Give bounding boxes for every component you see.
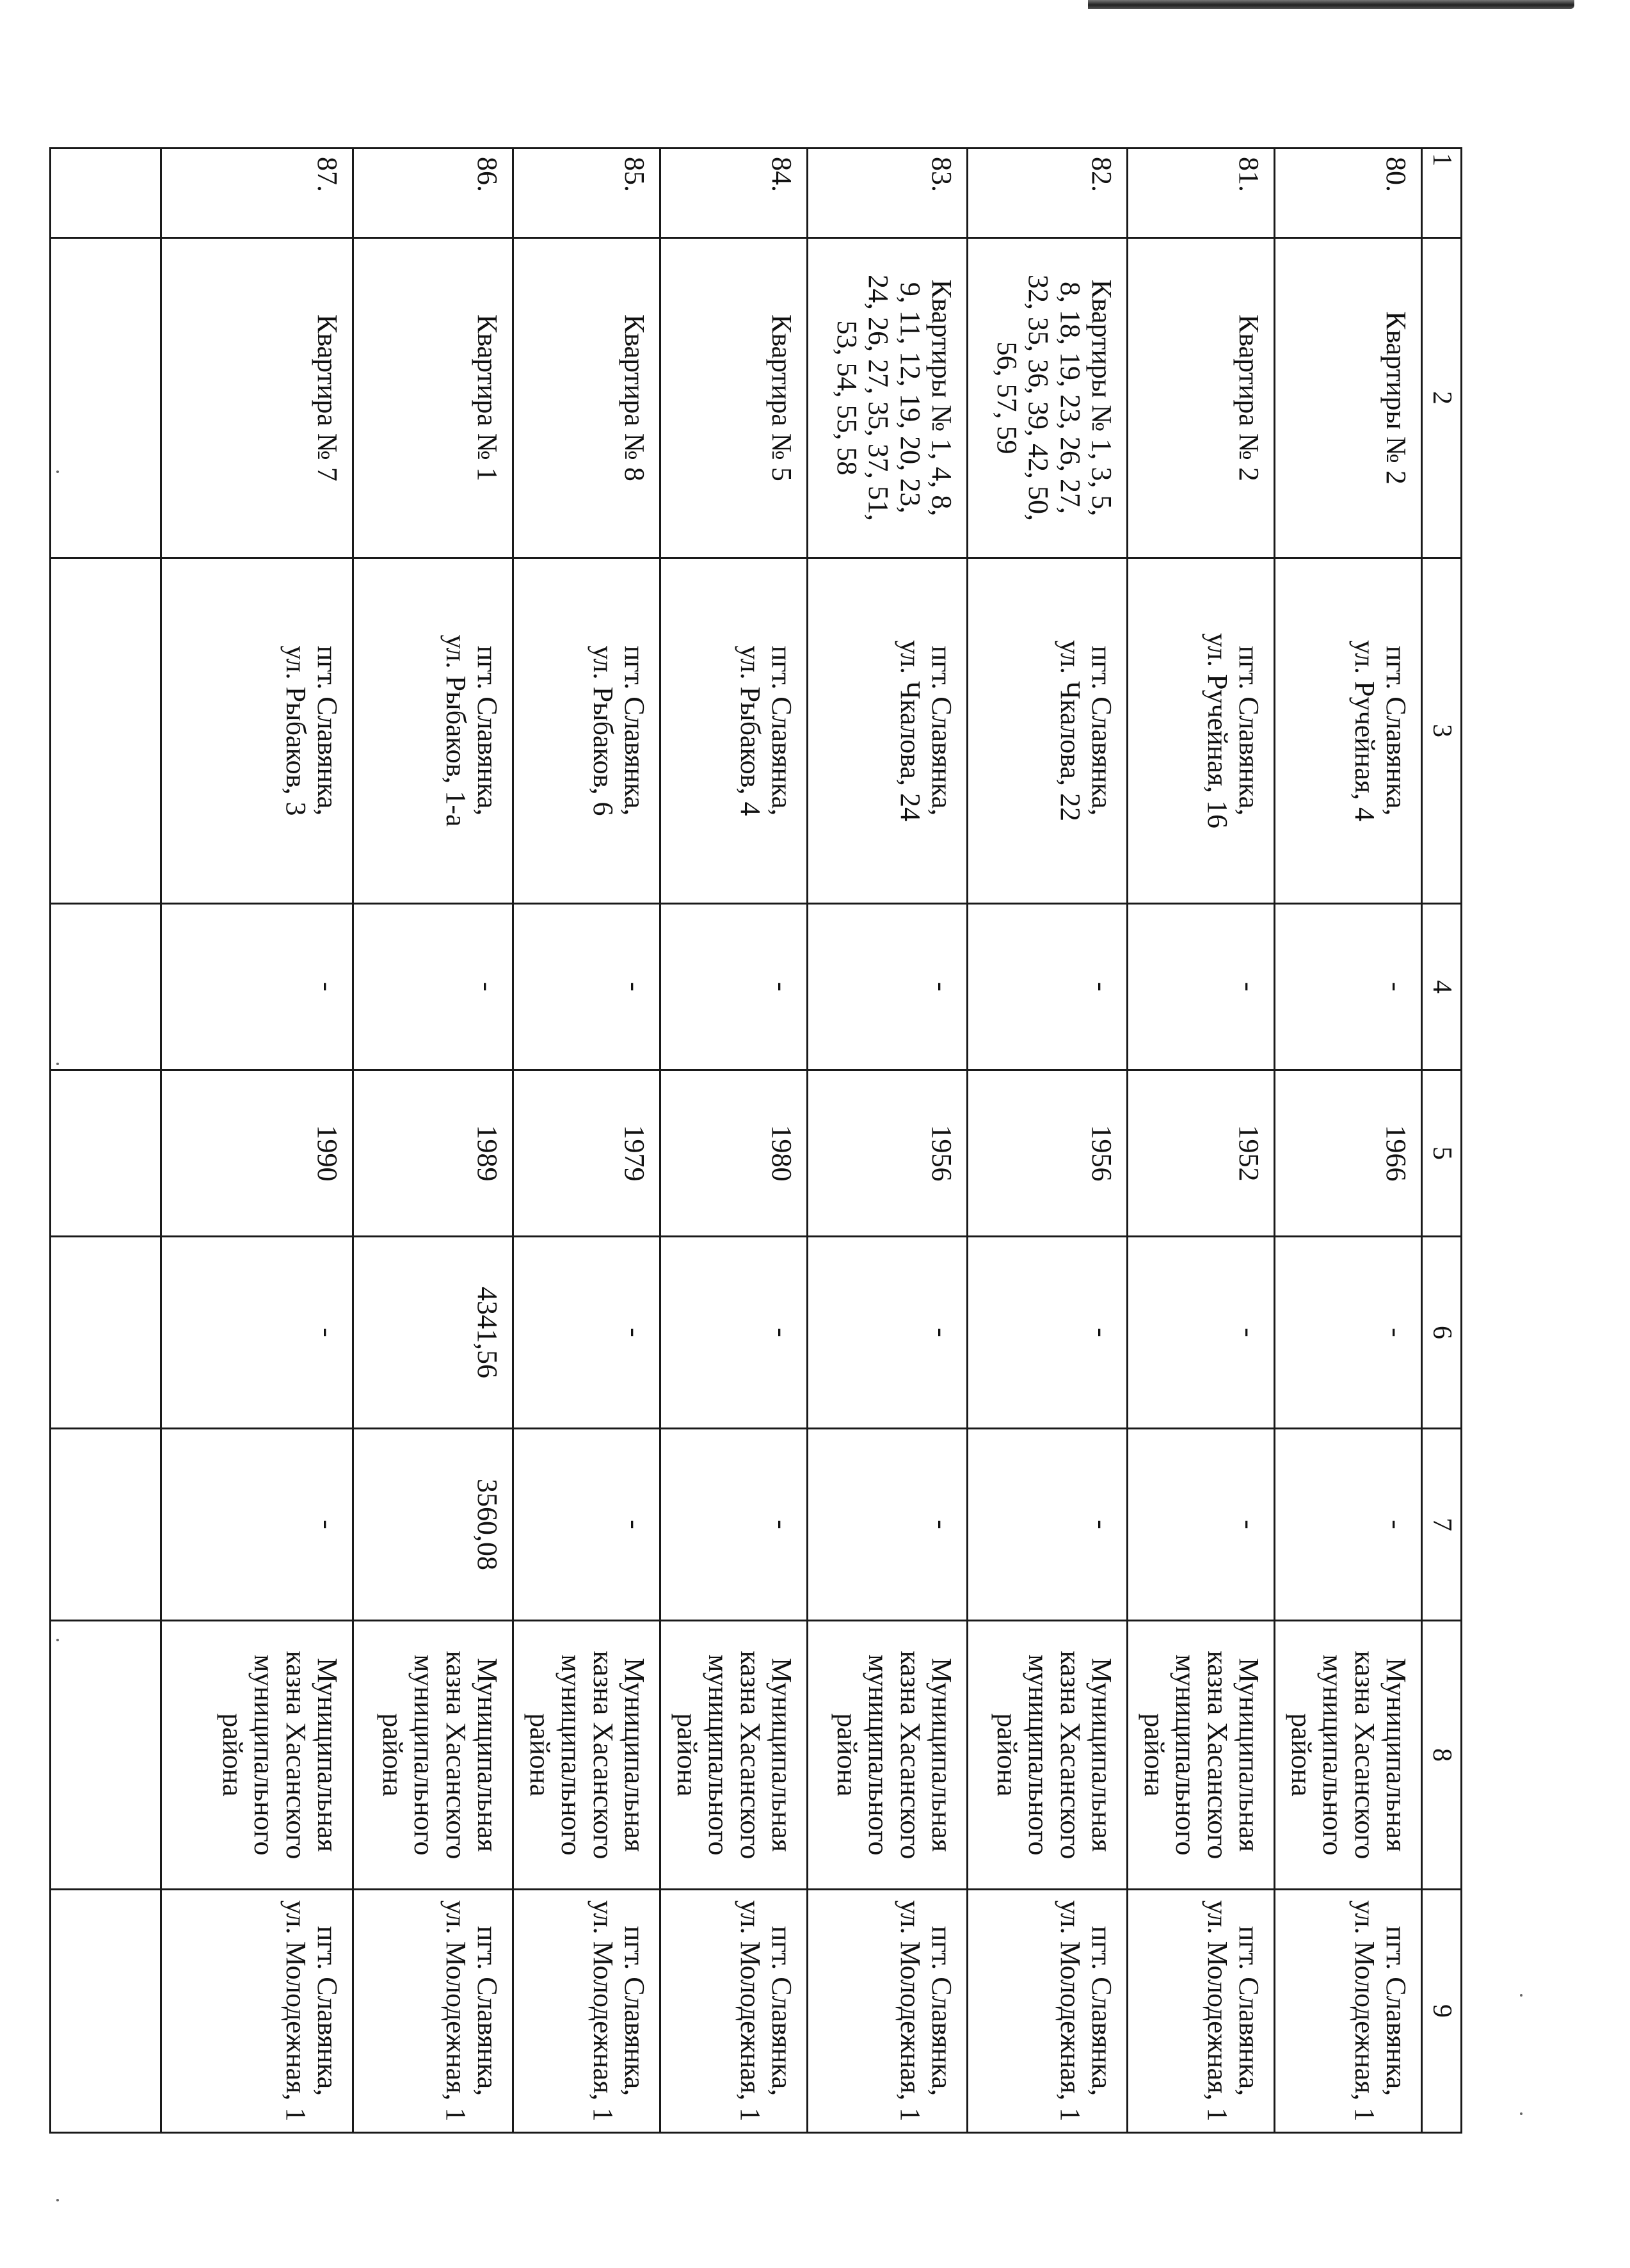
empty-cell [50, 558, 161, 904]
column-number: 8 [1421, 1621, 1461, 1890]
object-address: пгт. Славянка, ул. Чкалова, 24 [807, 558, 967, 904]
table-row [161, 149, 353, 2133]
column-4-value: - [161, 904, 353, 1070]
row-number: 80. [1274, 149, 1421, 238]
empty-cell [50, 1890, 161, 2133]
table-row [1127, 149, 1274, 2133]
owner-value: Муниципальная казна Хасанского муниципального района [1274, 1621, 1421, 1890]
column-7-value: 3560,08 [353, 1429, 513, 1621]
column-7-value: - [807, 1429, 967, 1621]
column-number: 6 [1421, 1237, 1461, 1429]
column-4-value: - [967, 904, 1127, 1070]
table-body [50, 149, 1461, 2133]
table-row [1274, 149, 1421, 2133]
row-number: 86. [353, 149, 513, 238]
property-table-rotated [118, 147, 1462, 2132]
column-number: 3 [1421, 558, 1461, 904]
column-7-value: - [513, 1429, 660, 1621]
column-4-value: - [353, 904, 513, 1070]
column-6-value: - [1127, 1237, 1274, 1429]
owner-value: Муниципальная казна Хасанского муниципального района [660, 1621, 807, 1890]
holder-address: пгт. Славянка, ул. Молодежная, 1 [513, 1890, 660, 2133]
object-address: пгт. Славянка, ул. Рыбаков, 3 [161, 558, 353, 904]
holder-address: пгт. Славянка, ул. Молодежная, 1 [161, 1890, 353, 2133]
object-address: пгт. Славянка, ул. Ручейная, 16 [1127, 558, 1274, 904]
owner-value: Муниципальная казна Хасанского муниципального района [353, 1621, 513, 1890]
object-description: Квартиры № 1, 3, 5, 8, 18, 19, 23, 26, 27, 32, 35, 36, 39, 42, 50, 56, 57, 59 [967, 238, 1127, 558]
column-6-value: - [807, 1237, 967, 1429]
column-4-value: - [1274, 904, 1421, 1070]
object-description: Квартиры № 1, 4, 8, 9, 11, 12, 19, 20, 23, 24, 26, 27, 35, 37, 51, 53, 54, 55, 58 [807, 238, 967, 558]
owner-value: Муниципальная казна Хасанского муниципального района [1127, 1621, 1274, 1890]
row-number: 87. [161, 149, 353, 238]
owner-value: Муниципальная казна Хасанского муниципального района [967, 1621, 1127, 1890]
column-6-value: - [1274, 1237, 1421, 1429]
holder-address: пгт. Славянка, ул. Молодежная, 1 [353, 1890, 513, 2133]
property-registry-table [49, 147, 1462, 2134]
column-7-value: - [1274, 1429, 1421, 1621]
holder-address: пгт. Славянка, ул. Молодежная, 1 [660, 1890, 807, 2133]
column-number: 5 [1421, 1070, 1461, 1237]
row-number: 81. [1127, 149, 1274, 238]
column-number: 9 [1421, 1890, 1461, 2133]
object-address: пгт. Славянка, ул. Ручейная, 4 [1274, 558, 1421, 904]
year-value: 1966 [1274, 1070, 1421, 1237]
scan-speck [1520, 1994, 1522, 1997]
object-description: Квартира № 1 [353, 238, 513, 558]
column-6-value: - [161, 1237, 353, 1429]
year-value: 1979 [513, 1070, 660, 1237]
empty-cell [50, 149, 161, 238]
column-4-value: - [513, 904, 660, 1070]
column-6-value: - [967, 1237, 1127, 1429]
table-row [660, 149, 807, 2133]
column-number: 4 [1421, 904, 1461, 1070]
column-number: 7 [1421, 1429, 1461, 1621]
scan-edge-mark [1088, 0, 1574, 9]
object-address: пгт. Славянка, ул. Чкалова, 22 [967, 558, 1127, 904]
column-number: 1 [1421, 149, 1461, 238]
column-4-value: - [660, 904, 807, 1070]
column-6-value: - [513, 1237, 660, 1429]
row-number: 85. [513, 149, 660, 238]
row-number: 82. [967, 149, 1127, 238]
column-number: 2 [1421, 238, 1461, 558]
column-number-row [1421, 149, 1461, 2133]
owner-value: Муниципальная казна Хасанского муниципального района [513, 1621, 660, 1890]
empty-cell [50, 1429, 161, 1621]
holder-address: пгт. Славянка, ул. Молодежная, 1 [1127, 1890, 1274, 2133]
object-description: Квартира № 5 [660, 238, 807, 558]
year-value: 1956 [967, 1070, 1127, 1237]
scan-speck [1520, 2112, 1522, 2115]
object-address: пгт. Славянка, ул. Рыбаков, 4 [660, 558, 807, 904]
empty-cell [50, 904, 161, 1070]
object-description: Квартира № 8 [513, 238, 660, 558]
holder-address: пгт. Славянка, ул. Молодежная, 1 [807, 1890, 967, 2133]
table-row [807, 149, 967, 2133]
table-row [353, 149, 513, 2133]
year-value: 1980 [660, 1070, 807, 1237]
year-value: 1956 [807, 1070, 967, 1237]
object-description: Квартиры № 2 [1274, 238, 1421, 558]
owner-value: Муниципальная казна Хасанского муниципального района [161, 1621, 353, 1890]
year-value: 1952 [1127, 1070, 1274, 1237]
column-7-value: - [660, 1429, 807, 1621]
column-7-value: - [967, 1429, 1127, 1621]
object-description: Квартира № 7 [161, 238, 353, 558]
table-row [967, 149, 1127, 2133]
row-number: 83. [807, 149, 967, 238]
holder-address: пгт. Славянка, ул. Молодежная, 1 [967, 1890, 1127, 2133]
table-row [513, 149, 660, 2133]
column-6-value: - [660, 1237, 807, 1429]
object-address: пгт. Славянка, ул. Рыбаков, 6 [513, 558, 660, 904]
column-7-value: - [161, 1429, 353, 1621]
empty-row [50, 149, 161, 2133]
row-number: 84. [660, 149, 807, 238]
empty-cell [50, 1070, 161, 1237]
year-value: 1989 [353, 1070, 513, 1237]
column-6-value: 4341,56 [353, 1237, 513, 1429]
column-7-value: - [1127, 1429, 1274, 1621]
object-address: пгт. Славянка, ул. Рыбаков, 1-а [353, 558, 513, 904]
column-4-value: - [807, 904, 967, 1070]
empty-cell [50, 238, 161, 558]
scan-speck [56, 2199, 59, 2201]
empty-cell [50, 1621, 161, 1890]
owner-value: Муниципальная казна Хасанского муниципального района [807, 1621, 967, 1890]
empty-cell [50, 1237, 161, 1429]
column-4-value: - [1127, 904, 1274, 1070]
object-description: Квартира № 2 [1127, 238, 1274, 558]
year-value: 1990 [161, 1070, 353, 1237]
holder-address: пгт. Славянка, ул. Молодежная, 1 [1274, 1890, 1421, 2133]
